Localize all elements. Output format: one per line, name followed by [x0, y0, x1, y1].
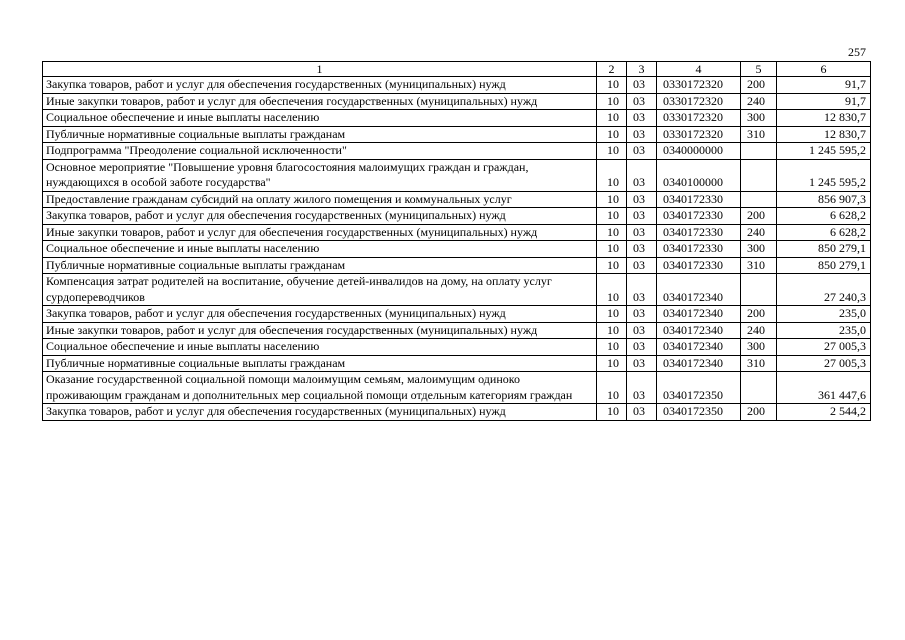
cell-sum: 12 830,7: [777, 126, 871, 143]
cell-name: Подпрограмма "Преодоление социальной исключенности": [43, 143, 597, 160]
table-row: [43, 77, 871, 94]
table-row: [43, 274, 871, 306]
cell-code: 0340172340: [657, 322, 741, 339]
cell-code: 0340100000: [657, 159, 741, 191]
cell-name: Иные закупки товаров, работ и услуг для обеспечения государственных (муниципальных) нужд: [43, 322, 597, 339]
cell-sum: 856 907,3: [777, 191, 871, 208]
cell-sum: 6 628,2: [777, 208, 871, 225]
cell-type: 240: [741, 322, 777, 339]
cell-code: 0340172330: [657, 191, 741, 208]
cell-type: [741, 191, 777, 208]
cell-section: 10: [597, 93, 627, 110]
cell-section: 10: [597, 208, 627, 225]
table-header-row: [43, 62, 871, 77]
cell-type: 310: [741, 257, 777, 274]
column-header-code: 4: [657, 62, 741, 77]
cell-name: Основное мероприятие "Повышение уровня благосостояния малоимущих граждан и граждан, нуждающихся в особой заботе государства": [43, 159, 597, 191]
cell-section: 10: [597, 306, 627, 323]
column-header-sum: 6: [777, 62, 871, 77]
cell-name: Компенсация затрат родителей на воспитание, обучение детей-инвалидов на дому, на оплату услуг сурдопереводчиков: [43, 274, 597, 306]
table-row: [43, 339, 871, 356]
table-row: [43, 126, 871, 143]
cell-name: Закупка товаров, работ и услуг для обеспечения государственных (муниципальных) нужд: [43, 404, 597, 421]
cell-code: 0340000000: [657, 143, 741, 160]
cell-sum: 235,0: [777, 322, 871, 339]
table-row: [43, 110, 871, 127]
cell-section: 10: [597, 224, 627, 241]
cell-type: 310: [741, 355, 777, 372]
cell-sum: 27 240,3: [777, 274, 871, 306]
cell-section: 10: [597, 404, 627, 421]
cell-code: 0340172330: [657, 241, 741, 258]
cell-section: 10: [597, 126, 627, 143]
column-header-name: 1: [43, 62, 597, 77]
cell-type: 240: [741, 224, 777, 241]
cell-name: Оказание государственной социальной помощи малоимущим семьям, малоимущим одиноко проживающим гражданам и дополнительных мер социальной помощи отдельным категориям граждан: [43, 372, 597, 404]
cell-sum: 91,7: [777, 77, 871, 94]
cell-subsection: 03: [627, 339, 657, 356]
cell-sum: 2 544,2: [777, 404, 871, 421]
cell-sum: 1 245 595,2: [777, 143, 871, 160]
cell-code: 0340172340: [657, 306, 741, 323]
cell-code: 0330172320: [657, 77, 741, 94]
cell-section: 10: [597, 339, 627, 356]
cell-section: 10: [597, 143, 627, 160]
table-row: [43, 355, 871, 372]
cell-section: 10: [597, 159, 627, 191]
cell-subsection: 03: [627, 224, 657, 241]
table-row: [43, 404, 871, 421]
column-header-section: 2: [597, 62, 627, 77]
table-row: [43, 322, 871, 339]
cell-section: 10: [597, 110, 627, 127]
table-row: [43, 191, 871, 208]
cell-type: 200: [741, 77, 777, 94]
cell-subsection: 03: [627, 372, 657, 404]
cell-sum: 91,7: [777, 93, 871, 110]
column-header-subsection: 3: [627, 62, 657, 77]
cell-section: 10: [597, 77, 627, 94]
cell-name: Социальное обеспечение и иные выплаты населению: [43, 241, 597, 258]
cell-sum: 12 830,7: [777, 110, 871, 127]
cell-sum: 27 005,3: [777, 355, 871, 372]
cell-name: Социальное обеспечение и иные выплаты населению: [43, 339, 597, 356]
cell-type: [741, 274, 777, 306]
cell-code: 0340172350: [657, 372, 741, 404]
cell-name: Закупка товаров, работ и услуг для обеспечения государственных (муниципальных) нужд: [43, 306, 597, 323]
cell-name: Публичные нормативные социальные выплаты гражданам: [43, 126, 597, 143]
cell-sum: 1 245 595,2: [777, 159, 871, 191]
cell-type: [741, 143, 777, 160]
cell-name: Социальное обеспечение и иные выплаты населению: [43, 110, 597, 127]
table-row: [43, 241, 871, 258]
budget-table: [42, 61, 871, 421]
cell-type: [741, 159, 777, 191]
cell-code: 0330172320: [657, 126, 741, 143]
cell-code: 0340172350: [657, 404, 741, 421]
cell-code: 0340172340: [657, 355, 741, 372]
table-row: [43, 372, 871, 404]
cell-type: 200: [741, 306, 777, 323]
cell-sum: 27 005,3: [777, 339, 871, 356]
cell-type: 300: [741, 110, 777, 127]
table-row: [43, 224, 871, 241]
cell-section: 10: [597, 355, 627, 372]
cell-type: 200: [741, 404, 777, 421]
cell-sum: 361 447,6: [777, 372, 871, 404]
cell-type: [741, 372, 777, 404]
cell-section: 10: [597, 372, 627, 404]
cell-type: 240: [741, 93, 777, 110]
cell-code: 0340172340: [657, 274, 741, 306]
cell-name: Публичные нормативные социальные выплаты гражданам: [43, 257, 597, 274]
cell-type: 300: [741, 241, 777, 258]
cell-code: 0340172330: [657, 257, 741, 274]
cell-subsection: 03: [627, 93, 657, 110]
page-number: 257: [848, 45, 866, 59]
cell-subsection: 03: [627, 208, 657, 225]
cell-subsection: 03: [627, 306, 657, 323]
cell-section: 10: [597, 274, 627, 306]
table-row: [43, 143, 871, 160]
cell-subsection: 03: [627, 322, 657, 339]
cell-name: Иные закупки товаров, работ и услуг для обеспечения государственных (муниципальных) нужд: [43, 224, 597, 241]
table-row: [43, 257, 871, 274]
cell-name: Предоставление гражданам субсидий на оплату жилого помещения и коммунальных услуг: [43, 191, 597, 208]
cell-section: 10: [597, 191, 627, 208]
cell-sum: 6 628,2: [777, 224, 871, 241]
cell-subsection: 03: [627, 77, 657, 94]
cell-name: Публичные нормативные социальные выплаты гражданам: [43, 355, 597, 372]
cell-subsection: 03: [627, 257, 657, 274]
cell-sum: 850 279,1: [777, 257, 871, 274]
cell-type: 310: [741, 126, 777, 143]
cell-subsection: 03: [627, 274, 657, 306]
cell-code: 0340172330: [657, 208, 741, 225]
cell-subsection: 03: [627, 191, 657, 208]
cell-subsection: 03: [627, 110, 657, 127]
cell-type: 300: [741, 339, 777, 356]
cell-code: 0330172320: [657, 93, 741, 110]
table-row: [43, 208, 871, 225]
cell-section: 10: [597, 322, 627, 339]
cell-name: Иные закупки товаров, работ и услуг для обеспечения государственных (муниципальных) нужд: [43, 93, 597, 110]
cell-sum: 850 279,1: [777, 241, 871, 258]
cell-subsection: 03: [627, 126, 657, 143]
cell-code: 0340172340: [657, 339, 741, 356]
cell-subsection: 03: [627, 241, 657, 258]
table-row: [43, 306, 871, 323]
cell-subsection: 03: [627, 355, 657, 372]
cell-code: 0340172330: [657, 224, 741, 241]
cell-section: 10: [597, 257, 627, 274]
cell-sum: 235,0: [777, 306, 871, 323]
column-header-type: 5: [741, 62, 777, 77]
cell-subsection: 03: [627, 159, 657, 191]
cell-name: Закупка товаров, работ и услуг для обеспечения государственных (муниципальных) нужд: [43, 77, 597, 94]
cell-section: 10: [597, 241, 627, 258]
cell-subsection: 03: [627, 404, 657, 421]
cell-subsection: 03: [627, 143, 657, 160]
cell-name: Закупка товаров, работ и услуг для обеспечения государственных (муниципальных) нужд: [43, 208, 597, 225]
table-row: [43, 93, 871, 110]
cell-type: 200: [741, 208, 777, 225]
table-row: [43, 159, 871, 191]
cell-code: 0330172320: [657, 110, 741, 127]
